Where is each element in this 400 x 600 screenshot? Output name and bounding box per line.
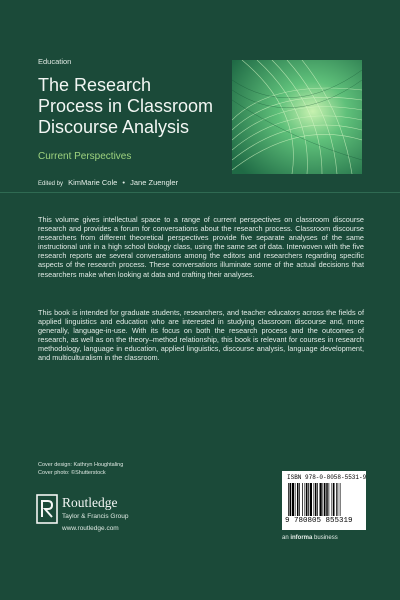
cover-credits xyxy=(38,461,123,477)
barcode-bar xyxy=(306,483,308,516)
barcode-bar xyxy=(292,483,294,516)
editor-name-1: KimMarie Cole xyxy=(68,178,118,187)
informa-tagline-suffix: business xyxy=(312,535,338,541)
publisher-name: Routledge xyxy=(62,495,118,510)
informa-brand: informa xyxy=(290,535,313,541)
barcode-bar xyxy=(310,483,312,516)
title-line-3: Discourse Analysis xyxy=(38,117,190,137)
title-line-1: The Research xyxy=(38,75,152,95)
barcode-bar xyxy=(290,483,292,516)
barcode-graphic xyxy=(288,483,360,516)
barcode-bar xyxy=(315,483,317,516)
section-divider xyxy=(0,192,400,193)
barcode-bar xyxy=(326,483,328,516)
isbn-barcode xyxy=(282,471,366,530)
editor-name-2: Jane Zuengler xyxy=(130,178,179,187)
barcode-bar xyxy=(295,483,296,516)
description-paragraph-1: This volume gives intellectual space to a range of current perspectives on classroom discourse research and provides a forum for conversations about the research process. Classroom discourse researchers from different theoretical perspectives provide five separate analyses of the same instructional unit in a high school biology class, using the same set of data. Interwoven with the five research reports are several conversations among the editors and researchers regarding specific aspects of the research process. These conversations illuminate some of the actual decisions that researchers make when looking at data and crafting their analyses. xyxy=(38,215,364,279)
barcode-bars xyxy=(288,483,360,516)
category-label: Education xyxy=(38,57,72,66)
barcode-bar xyxy=(333,483,335,516)
barcode-bar xyxy=(336,483,337,516)
isbn-label: ISBN 978-0-8058-5531-9 xyxy=(287,474,367,481)
barcode-bar xyxy=(299,483,300,516)
barcode-bar xyxy=(308,483,309,516)
barcode-bar xyxy=(305,483,306,516)
informa-tagline xyxy=(282,535,338,541)
book-subtitle: Current Perspectives xyxy=(38,151,132,162)
editors-line xyxy=(38,178,178,187)
barcode-bar xyxy=(324,483,326,516)
abstract-green-artwork xyxy=(232,60,362,174)
editor-separator: • xyxy=(122,178,126,187)
cover-photo-credit: Cover photo: ©Shutterstock xyxy=(38,470,106,476)
barcode-bar xyxy=(320,483,322,516)
publisher-url: www.routledge.com xyxy=(62,525,119,532)
barcode-bar xyxy=(297,483,299,516)
barcode-bar xyxy=(340,483,341,516)
barcode-bar xyxy=(323,483,324,516)
barcode-bar xyxy=(329,483,330,516)
barcode-bar xyxy=(314,483,315,516)
barcode-bar xyxy=(332,483,333,516)
publisher-group: Taylor & Francis Group xyxy=(62,513,129,520)
cover-design-credit: Cover design: Kathryn Houghtaling xyxy=(38,462,124,468)
barcode-bar xyxy=(338,483,339,516)
editors-label: Edited by xyxy=(38,181,64,187)
description-paragraph-2: This book is intended for graduate students, researchers, and teacher educators across the fields of applied linguistics and education who are interested in studying classroom discourse and, more generally, language-in-use. With its focus on both the research process and the outcomes of research, as well as on the theory–method relationship, this book is relevant for courses in research methodology, language in education, applied linguistics, discourse analysis, language development, and multiculturalism in the classroom. xyxy=(38,308,364,363)
barcode-bar xyxy=(288,483,289,516)
barcode-digits: 9 780805 855319 xyxy=(285,517,353,525)
cover-artwork-image xyxy=(232,60,362,174)
routledge-logo-icon xyxy=(36,494,58,524)
title-line-2: Process in Classroom xyxy=(38,96,214,116)
barcode-bar xyxy=(302,483,303,516)
barcode-bar xyxy=(317,483,318,516)
informa-tagline-prefix: an xyxy=(282,535,291,541)
